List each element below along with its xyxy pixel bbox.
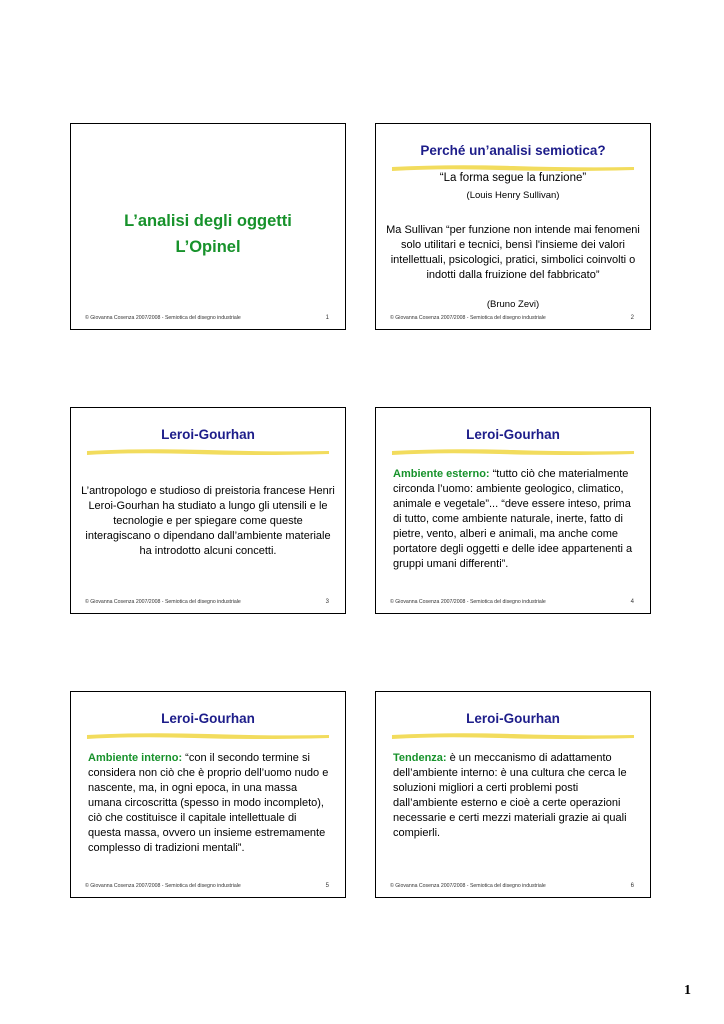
cover-title-line2: L’Opinel bbox=[175, 238, 241, 256]
definition-text: è un meccanismo di adattamento dell’ambiente interno: è una cultura che cerca le soluzioni migliori a certi problemi posti dall’ambiente esterno e cioè a certe operazioni necessarie e certi mezzi materiali grazie ai quali compierli. bbox=[393, 752, 627, 839]
slide-number: 3 bbox=[325, 599, 329, 605]
slide-5 bbox=[70, 691, 346, 898]
highlighter-stroke bbox=[390, 446, 636, 456]
slide-title: Perché un’analisi semiotica? bbox=[420, 143, 606, 158]
slide-footer: © Giovanna Cosenza 2007/2008 - Semiotica del disegno industriale bbox=[85, 315, 241, 321]
slide-number: 6 bbox=[630, 883, 634, 889]
slide-body: L’antropologo e studioso di preistoria francese Henri Leroi-Gourhan ha studiato a lungo gli utensili e le tecnologie e per spiegare come queste interagiscano o dipendano dall’ambiente materiale ha introdotto alcuni concetti. bbox=[81, 485, 335, 557]
document-page-number: 1 bbox=[684, 983, 691, 998]
slide-title: Leroi-Gourhan bbox=[466, 427, 560, 442]
quote-sullivan: “La forma segue la funzione” bbox=[439, 172, 587, 184]
slide-number: 1 bbox=[325, 315, 329, 321]
slide-title: Leroi-Gourhan bbox=[161, 711, 255, 726]
citation-sullivan: (Louis Henry Sullivan) bbox=[466, 190, 560, 201]
slide-footer: © Giovanna Cosenza 2007/2008 - Semiotica del disegno industriale bbox=[85, 599, 241, 605]
cover-title bbox=[71, 208, 345, 260]
slide-3 bbox=[70, 407, 346, 614]
slide-4 bbox=[375, 407, 651, 614]
highlighter-stroke bbox=[85, 730, 331, 740]
slide-number: 5 bbox=[325, 883, 329, 889]
definition-text: “con il secondo termine si considera non ciò che è proprio dell’uomo nudo e nascente, ma, in ogni epoca, in una massa umana circoscritta (spesso in modo incompleto), ciò che costituisce il capitale intellettuale di questa massa, ovvero un insieme estremamente complesso di tradizioni mentali”. bbox=[88, 752, 329, 854]
term-label: Ambiente interno: bbox=[88, 752, 183, 764]
slide-body bbox=[393, 467, 636, 572]
definition-text: “tutto ciò che materialmente circonda l’uomo: ambiente geologico, climatico, animale e vegetale”... “deve essere inteso, prima di tutto, come ambiente naturale, inerte, fatto di pietre, vento, alberi e animali, ma anche come portatore degli oggetti e delle idee appartenenti a gruppi umani differenti”. bbox=[393, 468, 633, 570]
cover-title-line1: L’analisi degli oggetti bbox=[124, 212, 292, 230]
slide-number: 4 bbox=[630, 599, 634, 605]
slide-footer: © Giovanna Cosenza 2007/2008 - Semiotica del disegno industriale bbox=[390, 315, 546, 321]
highlighter-stroke bbox=[390, 730, 636, 740]
slide-title: Leroi-Gourhan bbox=[161, 427, 255, 442]
term-label: Ambiente esterno: bbox=[393, 468, 490, 480]
term-label: Tendenza: bbox=[393, 752, 447, 764]
slide-body bbox=[393, 751, 636, 841]
slide-title: Leroi-Gourhan bbox=[466, 711, 560, 726]
slide-body bbox=[88, 751, 331, 856]
slide-footer: © Giovanna Cosenza 2007/2008 - Semiotica del disegno industriale bbox=[390, 599, 546, 605]
slide-footer: © Giovanna Cosenza 2007/2008 - Semiotica del disegno industriale bbox=[390, 883, 546, 889]
slide-2 bbox=[375, 123, 651, 330]
slide-number: 2 bbox=[630, 315, 634, 321]
slide-1 bbox=[70, 123, 346, 330]
citation-zevi: (Bruno Zevi) bbox=[486, 299, 540, 310]
quote-zevi: Ma Sullivan “per funzione non intende mai fenomeni solo utilitari e tecnici, bensì l'insieme dei valori intellettuali, psicologici, pratici, simbolici coinvolti o indotti dalla fruizione del fabbricato” bbox=[386, 224, 640, 281]
highlighter-stroke bbox=[85, 446, 331, 456]
slide-footer: © Giovanna Cosenza 2007/2008 - Semiotica del disegno industriale bbox=[85, 883, 241, 889]
slide-6 bbox=[375, 691, 651, 898]
